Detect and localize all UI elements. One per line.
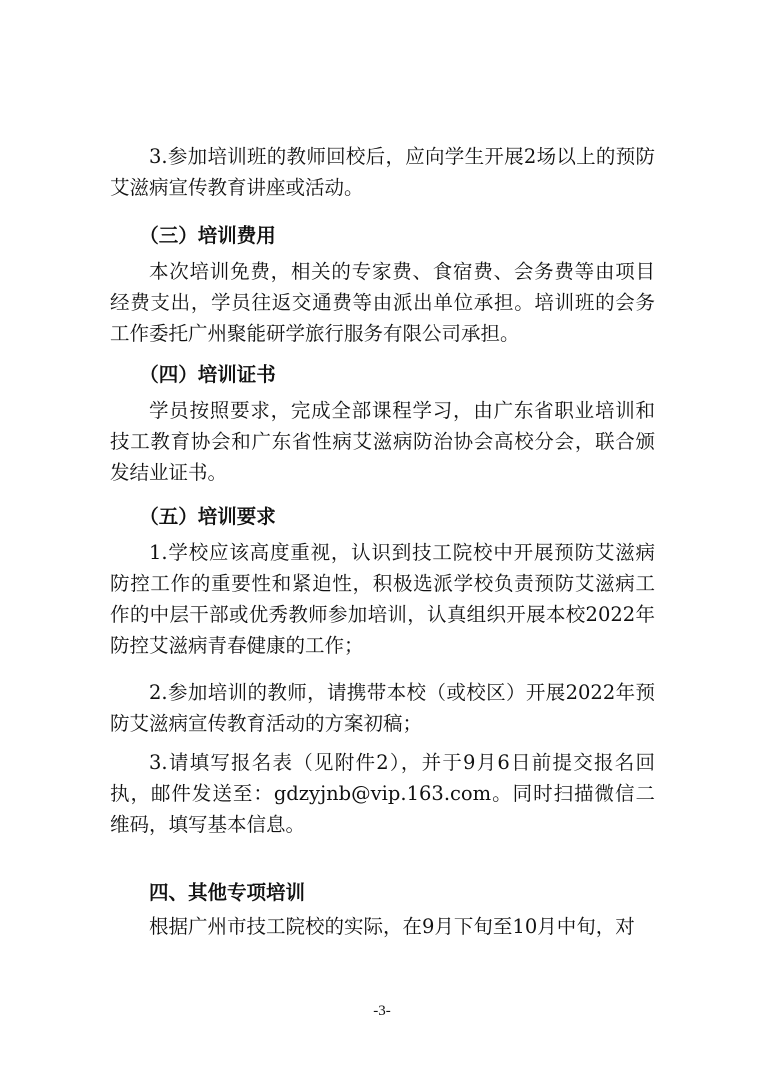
section-heading-other-training: 四、其他专项培训 — [149, 881, 306, 904]
paragraph-teacher-lectures: 3.参加培训班的教师回校后，应向学生开展2场以上的预防艾滋病宣传教育讲座或活动。 — [110, 145, 655, 199]
page-number: -3- — [373, 1003, 391, 1019]
paragraph-requirement-3: 3.请填写报名表（见附件2），并于9月6日前提交报名回执，邮件发送至：gdzyjnb@vip.163.com。同时扫描微信二维码，填写基本信息。 — [110, 751, 655, 836]
paragraph-other-training: 根据广州市技工院校的实际，在9月下旬至10月中旬，对 — [149, 915, 635, 938]
paragraph-requirement-1: 1.学校应该高度重视，认识到技工院校中开展预防艾滋病防控工作的重要性和紧迫性，积极选派学校负责预防艾滋病工作的中层干部或优秀教师参加培训，认真组织开展本校2022年防控艾滋病青春健康的工作； — [110, 541, 655, 657]
paragraph-requirement-2: 2.参加培训的教师，请携带本校（或校区）开展2022年预防艾滋病宣传教育活动的方案初稿； — [110, 681, 655, 735]
paragraph-training-certificate: 学员按照要求，完成全部课程学习，由广东省职业培训和技工教育协会和广东省性病艾滋病防治协会高校分会，联合颁发结业证书。 — [110, 399, 655, 484]
section-heading-training-requirements: （五）培训要求 — [139, 505, 276, 528]
paragraph-training-fees: 本次培训免费，相关的专家费、食宿费、会务费等由项目经费支出，学员往返交通费等由派出单位承担。培训班的会务工作委托广州聚能研学旅行服务有限公司承担。 — [110, 260, 655, 345]
section-heading-training-certificate: （四）培训证书 — [139, 363, 276, 386]
section-heading-training-fees: （三）培训费用 — [139, 224, 276, 247]
